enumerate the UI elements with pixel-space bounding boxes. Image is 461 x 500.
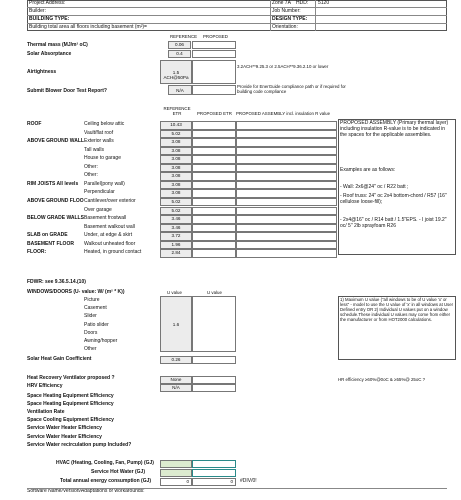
assembly-ref-etr: 5.02 bbox=[160, 198, 192, 207]
assembly-note-ex3: - 2x4@16" oc / R14 batt / 1.5"EPS. - I joist 19.2" oc/ 5" 2lb sprayfoam R26 bbox=[340, 217, 447, 229]
dhw-energy-label: Service Hot Water (GJ) bbox=[91, 469, 145, 475]
blower-door-note: Provide for EnerGuide compliance path or if required for building code compliance bbox=[237, 84, 346, 95]
assembly-item-label: Other: bbox=[84, 163, 98, 170]
blower-door-label: Submit Blower Door Test Report? bbox=[27, 88, 107, 94]
mechanical-item-label: Space Heating Equipment Efficiency bbox=[27, 401, 114, 408]
assembly-group-label: BASEMENT FLOOR bbox=[27, 240, 74, 247]
assembly-group-label: ROOF bbox=[27, 121, 42, 127]
assembly-proposed-description[interactable] bbox=[236, 198, 337, 207]
windows-note: 1) Maximum U value ("all windows to be of U value 'x' or less" - model to use the U value of 'x' in all windows at User Defined entry OR 2) Individual U values put on a window schedule.These individual U values may come from either the manufacturer or from HOT2000 calculations. bbox=[340, 297, 454, 322]
assembly-proposed-etr[interactable] bbox=[192, 198, 236, 207]
assembly-proposed-etr[interactable] bbox=[192, 164, 236, 173]
airtightness-ref: 1.5 ACH@50Pa bbox=[160, 60, 192, 84]
assembly-proposed-description[interactable] bbox=[236, 232, 337, 241]
header-col-divider bbox=[270, 0, 271, 31]
assembly-group-label: RIM JOISTS All levels bbox=[27, 180, 79, 187]
assembly-item-label: Basement frostwall bbox=[84, 215, 127, 222]
assembly-proposed-etr[interactable] bbox=[192, 224, 236, 233]
orientation-label: Orientation: bbox=[272, 24, 298, 30]
assembly-item-label: Ceiling below attic bbox=[84, 121, 125, 127]
thermal-mass-proposed[interactable] bbox=[192, 41, 236, 49]
assembly-ref-etr: 3.72 bbox=[160, 232, 192, 241]
fdwr-label: FDWR: see 9.36.5.14.(10) bbox=[27, 279, 86, 285]
assembly-ref-etr: 1.96 bbox=[160, 241, 192, 250]
assembly-ref-etr: 3.08 bbox=[160, 172, 192, 181]
mechanical-item-label: Service Water Heater Efficiency bbox=[27, 425, 102, 432]
assembly-note-ex1: - Wall: 2x6@24" oc / R22 batt ; bbox=[340, 184, 409, 190]
dhw-energy-proposed[interactable] bbox=[192, 469, 236, 477]
assembly-item-label: Perpendicular bbox=[84, 189, 115, 196]
u-value-proposed-block[interactable] bbox=[192, 296, 236, 352]
job-number-label: Job Number: bbox=[272, 8, 301, 14]
assembly-proposed-etr[interactable] bbox=[192, 181, 236, 190]
assembly-proposed-description[interactable] bbox=[236, 207, 337, 216]
hrv-efficiency-proposed[interactable] bbox=[192, 384, 236, 392]
assembly-proposed-etr[interactable] bbox=[192, 215, 236, 224]
assembly-note-ex2: - Roof truss: 24" oc 2x4 bottom-chord / R57 (16" cellulose loose-fill); bbox=[340, 193, 447, 205]
footer-line bbox=[27, 488, 447, 489]
hrv-label: Heat Recovery Ventilator proposed ? bbox=[27, 375, 115, 381]
assembly-proposed-description[interactable] bbox=[236, 130, 337, 139]
assembly-proposed-etr[interactable] bbox=[192, 147, 236, 156]
mechanical-item-label: Space Heating Equipment Efficiency bbox=[27, 393, 114, 399]
assembly-proposed-etr[interactable] bbox=[192, 138, 236, 147]
u-value-prop-header: U value bbox=[207, 290, 222, 295]
assembly-group-label: ABOVE GROUND WALL bbox=[27, 138, 84, 145]
col-reference-header: REFERENCE bbox=[170, 34, 198, 39]
mechanical-item-label: Service Water recirculation pump Included? bbox=[27, 441, 132, 448]
hrv-note: HR efficiency ≥60%@0oC & ≥55%@ 25oC ? bbox=[338, 377, 426, 382]
assembly-proposed-etr[interactable] bbox=[192, 249, 236, 258]
total-energy-ref-value: 0 bbox=[186, 479, 189, 484]
assembly-ref-etr: 3.08 bbox=[160, 164, 192, 173]
assembly-proposed-description[interactable] bbox=[236, 164, 337, 173]
dhw-energy-ref bbox=[160, 469, 192, 477]
assembly-proposed-etr[interactable] bbox=[192, 155, 236, 164]
col-proposed-etr-header: PROPOSED ETR bbox=[197, 111, 232, 116]
assembly-ref-etr: 3.08 bbox=[160, 189, 192, 198]
mechanical-item-label: Ventilation Rate bbox=[27, 409, 65, 416]
assembly-item-label: Tall walls bbox=[84, 146, 105, 153]
solar-abs-ref: 0.4 bbox=[168, 50, 191, 58]
window-type-label: Awning/hopper bbox=[84, 338, 118, 344]
design-type-label: DESIGN TYPE: bbox=[272, 16, 308, 22]
assembly-item-label: Under, at edge & skirt bbox=[84, 232, 133, 239]
hrv-efficiency-ref: N/A bbox=[160, 384, 192, 392]
airtightness-proposed[interactable] bbox=[192, 60, 236, 84]
assembly-proposed-description[interactable] bbox=[236, 224, 337, 233]
hdd-label: HDD: bbox=[296, 0, 309, 6]
solar-abs-proposed[interactable] bbox=[192, 50, 236, 58]
assembly-proposed-description[interactable] bbox=[236, 147, 337, 156]
assembly-proposed-etr[interactable] bbox=[192, 172, 236, 181]
assembly-note-title: PROPOSED ASSEMBLY (Primary thermal layer) including insulation R-value is to be indicated in the spaces for the applicable assemblies. bbox=[340, 120, 449, 138]
assembly-proposed-etr[interactable] bbox=[192, 207, 236, 216]
assembly-ref-etr: 3.08 bbox=[160, 138, 192, 147]
project-address-label: Project Address: bbox=[29, 0, 66, 6]
building-type-label: BUILDING TYPE: bbox=[29, 16, 70, 22]
assembly-proposed-description[interactable] bbox=[236, 215, 337, 224]
thermal-mass-label: Thermal mass (MJ/m² oC) bbox=[27, 42, 88, 48]
hvac-energy-ref bbox=[160, 460, 192, 468]
assembly-ref-etr: 10.43 bbox=[160, 121, 192, 130]
total-energy-percent: #DIV/0! bbox=[240, 478, 257, 484]
assembly-ref-etr: 5.02 bbox=[160, 130, 192, 139]
mechanical-item-label: Service Water Heater Efficiency bbox=[27, 433, 102, 440]
window-type-label: Patio slider bbox=[84, 321, 109, 328]
window-type-label: Slider bbox=[84, 313, 97, 320]
assembly-ref-etr: 5.02 bbox=[160, 207, 192, 216]
window-type-label: Doors bbox=[84, 329, 98, 336]
assembly-item-label: Cantilever/over exterior bbox=[84, 197, 136, 204]
assembly-proposed-description[interactable] bbox=[236, 181, 337, 190]
assembly-ref-etr: 3.46 bbox=[160, 224, 192, 233]
assembly-proposed-etr[interactable] bbox=[192, 189, 236, 198]
assembly-proposed-description[interactable] bbox=[236, 155, 337, 164]
assembly-ref-etr: 3.08 bbox=[160, 155, 192, 164]
windows-doors-label: WINDOWS/DOORS (U- value: W/ (m² * K)) bbox=[27, 289, 125, 295]
assembly-note-examples: Examples are as follows: bbox=[340, 167, 396, 173]
u-value-ref-header: U value bbox=[167, 290, 182, 295]
assembly-item-label: Parallel(pony wall) bbox=[84, 180, 125, 187]
header-divider-2 bbox=[27, 15, 447, 16]
assembly-item-label: House to garage bbox=[84, 155, 121, 162]
header-divider-1 bbox=[27, 7, 447, 8]
hrv-ref: None bbox=[160, 376, 192, 384]
airtightness-label: Airtightness bbox=[27, 69, 57, 75]
assembly-proposed-description[interactable] bbox=[236, 249, 337, 258]
u-value-ref-block bbox=[160, 296, 192, 352]
assembly-item-label: Basement walkout wall bbox=[84, 223, 135, 230]
shgc-ref: 0.26 bbox=[160, 356, 192, 364]
assembly-group-label: SLAB on GRADE bbox=[27, 232, 68, 239]
assembly-proposed-description[interactable] bbox=[236, 189, 337, 198]
blower-door-ref: N/A bbox=[168, 85, 192, 95]
assembly-proposed-description[interactable] bbox=[236, 172, 337, 181]
builder-label: Builder: bbox=[29, 8, 46, 14]
assembly-proposed-description[interactable] bbox=[236, 241, 337, 250]
software-label: Software Name/Version/Adaptations or workarounds: bbox=[27, 488, 145, 494]
assembly-item-label: Other: bbox=[84, 172, 98, 179]
assembly-ref-etr: 2.84 bbox=[160, 249, 192, 258]
assembly-group-label: FLOOR: bbox=[27, 249, 47, 256]
assembly-proposed-description[interactable] bbox=[236, 121, 337, 130]
assembly-group-label: BELOW GRADE WALLS bbox=[27, 215, 84, 222]
total-energy-ref bbox=[160, 478, 192, 486]
window-type-label: Other bbox=[84, 346, 97, 353]
mechanical-item-label: Space Cooling Equipment Efficiency bbox=[27, 417, 114, 424]
hdd-value[interactable]: 5120 bbox=[318, 0, 330, 6]
assembly-proposed-etr[interactable] bbox=[192, 130, 236, 139]
zone-label: Zone 7A bbox=[272, 0, 291, 6]
assembly-proposed-description[interactable] bbox=[236, 138, 337, 147]
assembly-proposed-etr[interactable] bbox=[192, 121, 236, 130]
hrv-proposed[interactable] bbox=[192, 376, 236, 384]
assembly-item-label: Walkout unheated floor bbox=[84, 240, 136, 247]
assembly-item-label: Heated, in ground contact bbox=[84, 249, 142, 256]
assembly-item-label: Vault/flat roof bbox=[84, 129, 114, 136]
assembly-proposed-etr[interactable] bbox=[192, 241, 236, 250]
assembly-proposed-etr[interactable] bbox=[192, 232, 236, 241]
hvac-energy-proposed[interactable] bbox=[192, 460, 236, 468]
total-energy-label: Total annual energy consumption (GJ) bbox=[60, 478, 152, 484]
blower-door-proposed[interactable] bbox=[192, 85, 236, 95]
total-energy-proposed-value: 0 bbox=[230, 479, 233, 484]
hrv-efficiency-label: HRV Efficiency bbox=[27, 383, 63, 389]
assembly-ref-etr: 3.08 bbox=[160, 147, 192, 156]
assembly-item-label: Over garage bbox=[84, 206, 112, 213]
col-proposed-header: PROPOSED bbox=[203, 34, 228, 39]
assembly-ref-etr: 3.46 bbox=[160, 215, 192, 224]
hvac-energy-label: HVAC (Heating, Cooling, Fan, Pump) (GJ) bbox=[56, 460, 154, 466]
assembly-item-label: Exterior walls bbox=[84, 138, 114, 145]
assembly-group-label: ABOVE GROUND FLOO bbox=[27, 197, 84, 204]
total-energy-proposed bbox=[192, 478, 236, 486]
shgc-proposed[interactable] bbox=[192, 356, 236, 364]
u-value-ref: 1.6 bbox=[172, 322, 180, 327]
airtightness-note: 3.2ACH**9.25.3 or 2.5ACH**9.36.2.10 or lower bbox=[237, 64, 329, 69]
col-reference-etr-header: REFERENCE ETR bbox=[163, 106, 191, 117]
header-col-divider-2 bbox=[315, 0, 316, 31]
solar-abs-label: Solar Absorptance bbox=[27, 51, 72, 57]
window-type-label: Casement bbox=[84, 305, 107, 312]
col-proposed-assembly-header: PROPOSED ASSEMBLY incl. insulation R value bbox=[236, 111, 331, 116]
shgc-label: Solar Heat Gain Coefficient bbox=[27, 356, 92, 362]
floor-area-label: Building total area all floors including basement (m²)= bbox=[29, 24, 147, 30]
window-type-label: Picture bbox=[84, 297, 100, 303]
thermal-mass-ref: 0.06 bbox=[168, 41, 191, 49]
assembly-ref-etr: 3.08 bbox=[160, 181, 192, 190]
